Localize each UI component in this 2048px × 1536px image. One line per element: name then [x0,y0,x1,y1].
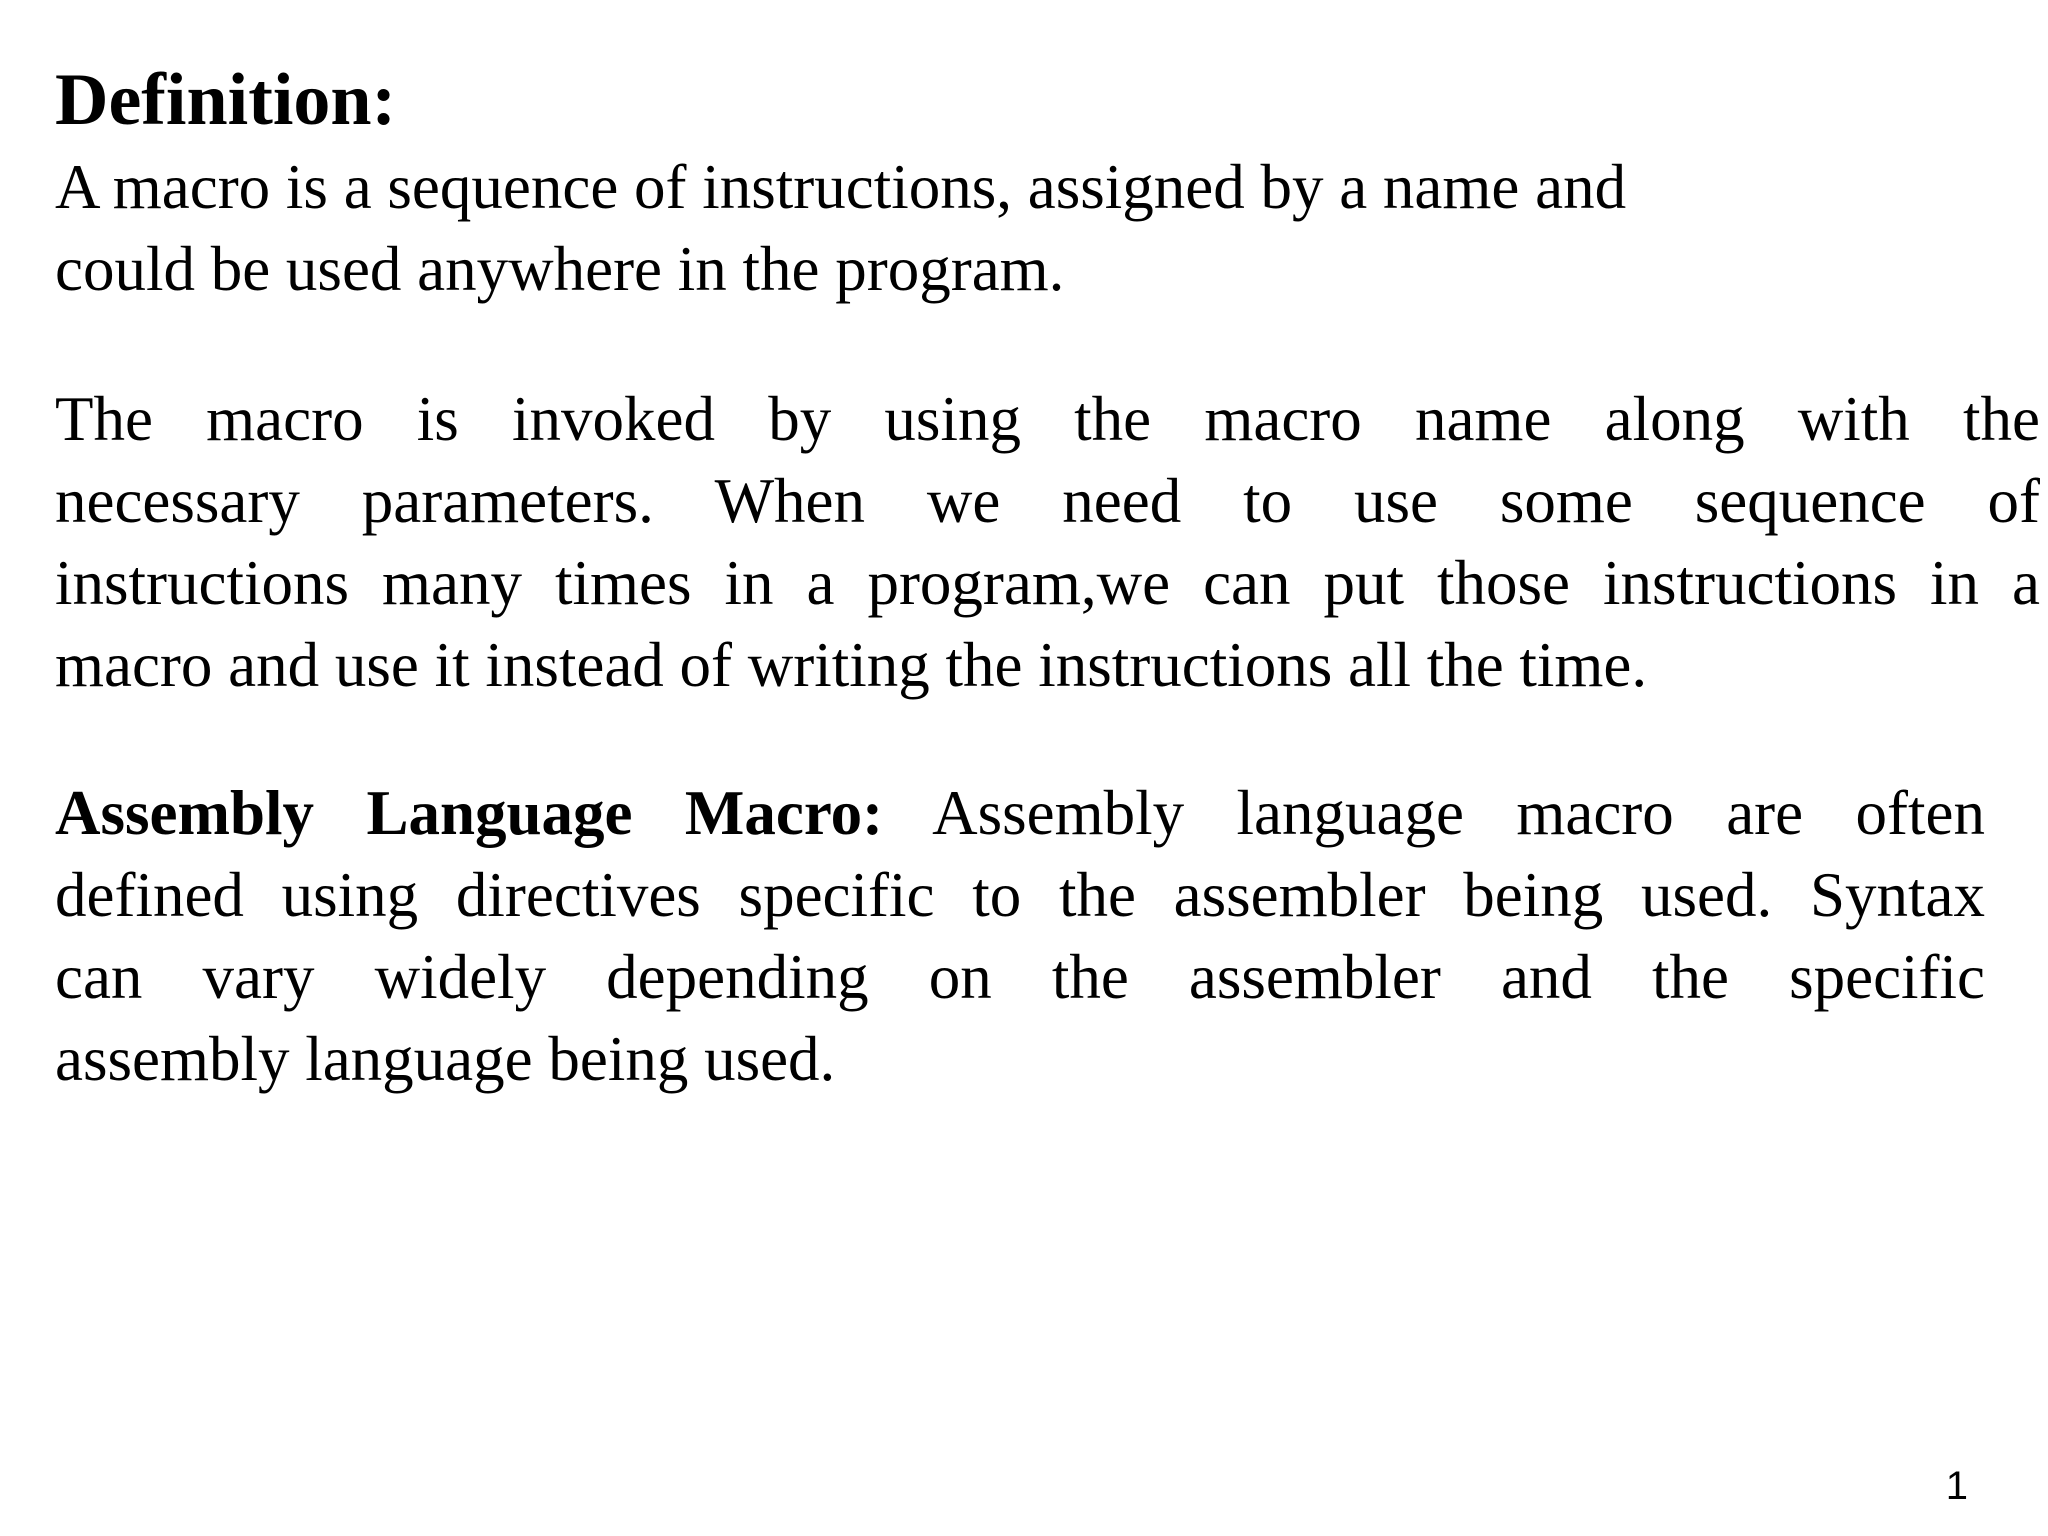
assembly-term: Assembly Language Macro: [55,778,884,848]
assembly-line-4: assembly language being used. [55,1024,836,1094]
assembly-paragraph [55,772,1985,1100]
invocation-paragraph [55,378,2040,706]
assembly-line-1 [55,772,1985,854]
invocation-line-4: macro and use it instead of writing the instructions all the time. [55,630,1648,700]
invocation-line-1: The macro is invoked by using the macro name along with the [55,384,2040,454]
definition-paragraph [55,146,1955,310]
definition-line-2: could be used anywhere in the program. [55,234,1065,304]
page-number: 1 [1945,1464,1968,1508]
definition-line-1: A macro is a sequence of instructions, assigned by a name and [55,152,1627,222]
definition-heading: Definition: [55,59,397,141]
assembly-line-1-text: Assembly language macro are often [932,778,1985,848]
assembly-line-3: can vary widely depending on the assembler and the specific [55,942,1985,1012]
invocation-line-3: instructions many times in a program,we can put those instructions in a [55,548,2040,618]
invocation-line-2: necessary parameters. When we need to use some sequence of [55,466,2040,536]
assembly-line-2: defined using directives specific to the assembler being used. Syntax [55,860,1985,930]
